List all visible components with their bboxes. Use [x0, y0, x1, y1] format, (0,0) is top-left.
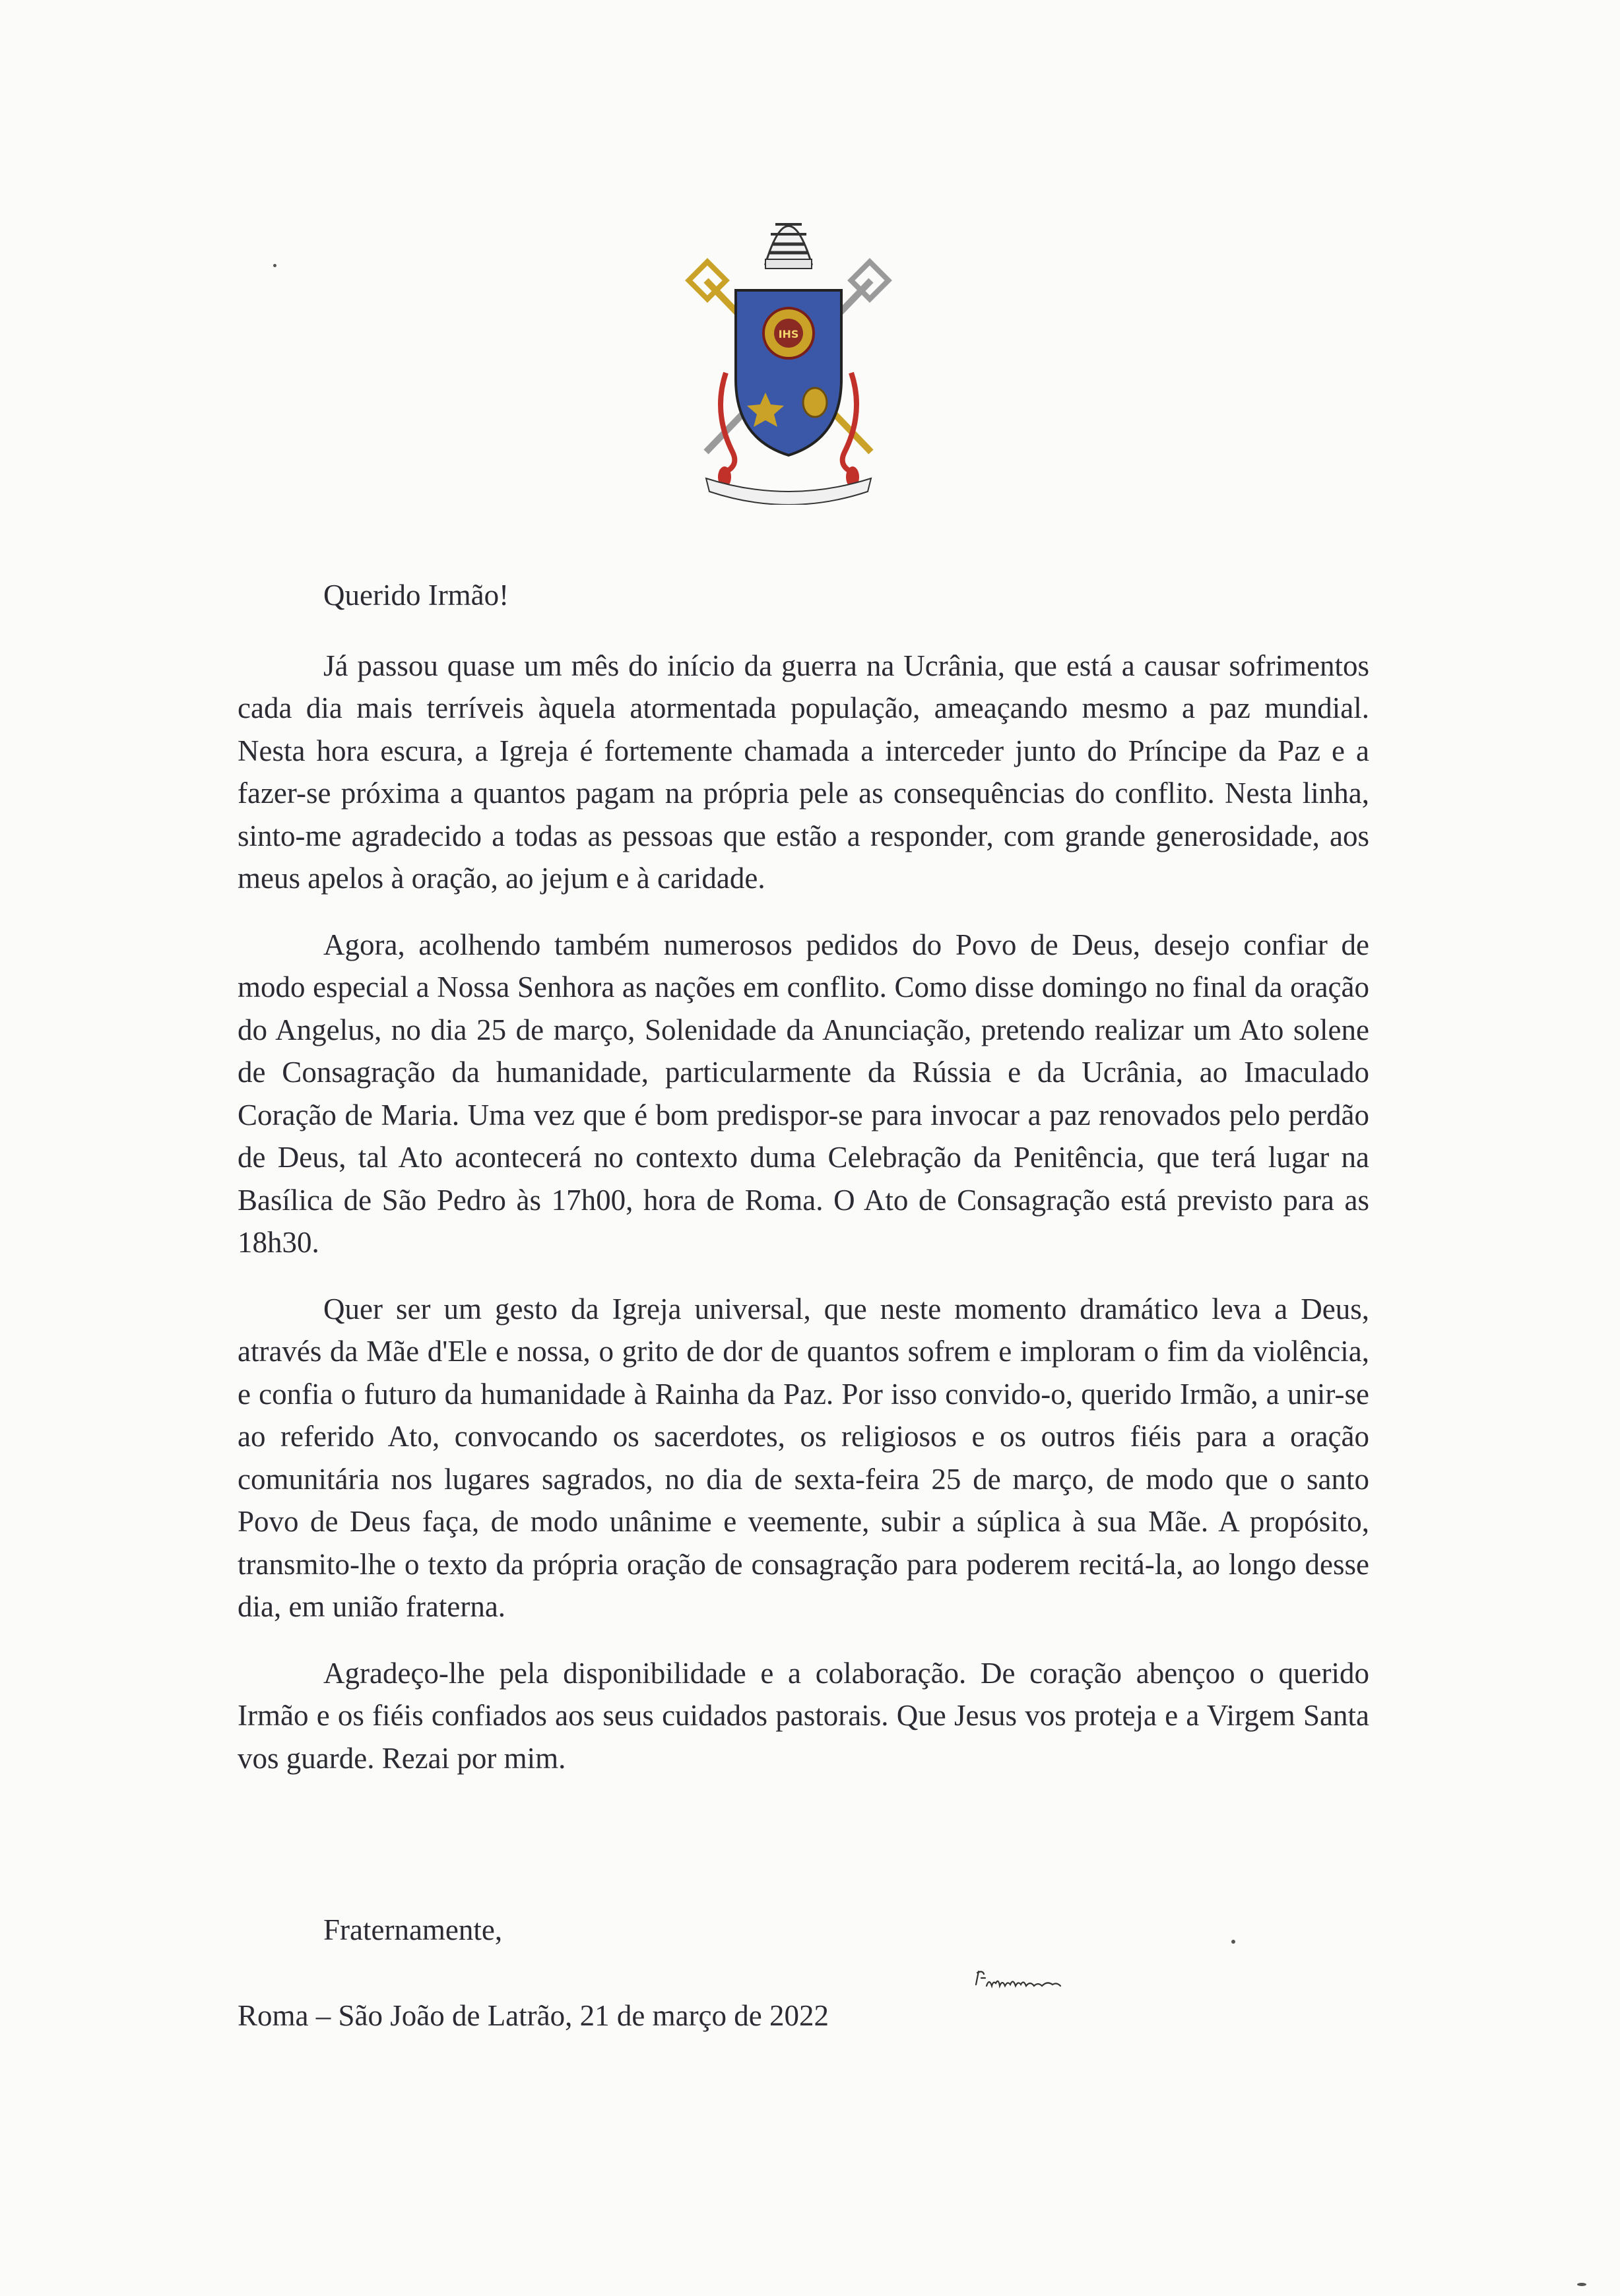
place-and-date: Roma – São João de Latrão, 21 de março de 2022: [238, 1999, 829, 2032]
salutation: Querido Irmão!: [323, 579, 509, 612]
paragraph-3: Quer ser um gesto da Igreja universal, que neste momento dramático leva a Deus, através da Mãe d'Ele e nossa, o grito de dor de quantos sofrem e imploram o fim da violência, e confia o futuro da humanidade à Rainha da Paz. Por isso convido-o, querido Irmão, a unir-se ao referido Ato, convocando os sacerdotes, os religiosos e os outros fiéis para a oração comunitária nos lugares sagrados, no dia de sexta-feira 25 de março, de modo que o santo Povo de Deus faça, de modo unânime e veemente, subir a súplica à sua Mãe. A propósito, transmito-lhe o texto da própria oração de consagração para poderem recitá-la, ao longo desse dia, em união fraterna.: [238, 1292, 1369, 1623]
letter-body: [238, 574, 1369, 1803]
scan-speck: [273, 264, 276, 267]
paragraph-2: Agora, acolhendo também numerosos pedidos do Povo de Deus, desejo confiar de modo especial a Nossa Senhora as nações em conflito. Como disse domingo no final da oração do Angelus, no dia 25 de março, Solenidade da Anunciação, pretendo realizar um Ato solene de Consagração da humanidade, particularmente da Rússia e da Ucrânia, ao Imaculado Coração de Maria. Uma vez que é bom predispor-se para invocar a paz renovados pelo perdão de Deus, tal Ato acontecerá no contexto duma Celebração da Penitência, que terá lugar na Basílica de São Pedro às 17h00, hora de Roma. O Ato de Consagração está previsto para as 18h30.: [238, 928, 1369, 1259]
paragraph-1: Já passou quase um mês do início da guerra na Ucrânia, que está a causar sofrimentos cada dia mais terríveis àquela atormentada população, ameaçando mesmo a paz mundial. Nesta hora escura, a Igreja é fortemente chamada a interceder junto do Príncipe da Paz e a fazer-se próxima a quantos pagam na própria pele as consequências do conflito. Nesta linha, sinto-me agradecido a todas as pessoas que estão a responder, com grande generosidade, aos meus apelos à oração, ao jejum e à caridade.: [238, 649, 1369, 895]
papal-coat-of-arms-icon: [666, 175, 911, 505]
handwritten-signature-icon: [973, 1966, 1066, 1993]
scan-speck: [1231, 1940, 1235, 1944]
svg-text:IHS: IHS: [778, 328, 799, 340]
closing: Fraternamente,: [323, 1913, 503, 1946]
paragraph-4: Agradeço-lhe pela disponibilidade e a colaboração. De coração abençoo o querido Irmão e os fiéis confiados aos seus cuidados pastorais. Que Jesus vos proteja e a Virgem Santa vos guarde. Rezai por mim.: [238, 1656, 1369, 1775]
scan-speck: [1577, 2283, 1586, 2286]
